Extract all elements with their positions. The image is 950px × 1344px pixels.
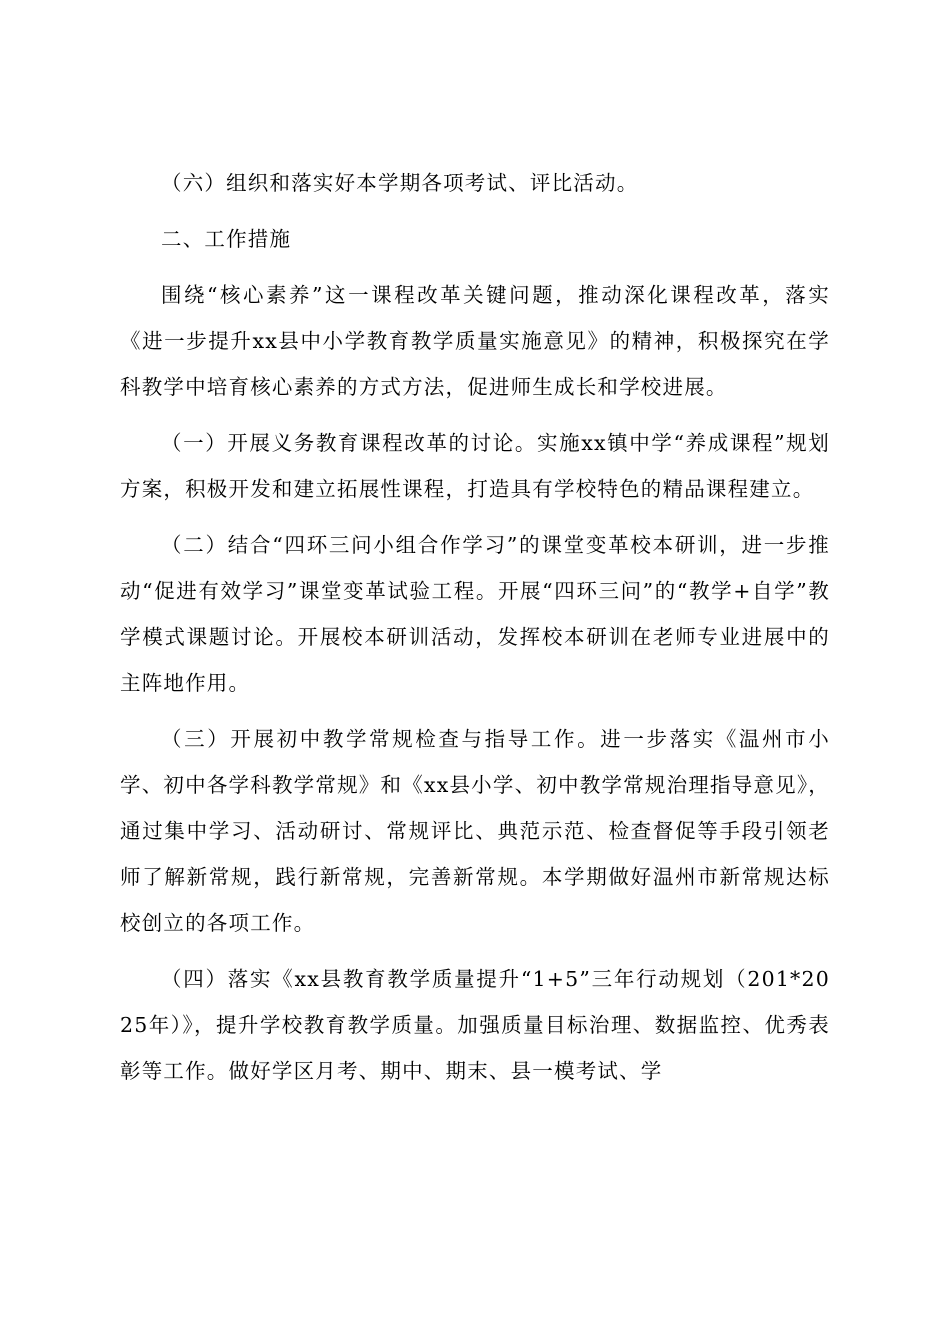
section-heading-measures: 二、工作措施 <box>161 227 292 251</box>
document-body <box>120 160 830 1094</box>
paragraph-measure-2: （二）结合“四环三问小组合作学习”的课堂变革校本研训，进一步推动“促进有效学习”课堂变革试验工程。开展“四环三问”的“教学+自学”教学模式课题讨论。开展校本研训活动，发挥校本研训在老师专业进展中的主阵地作用。 <box>120 533 830 695</box>
paragraph-measure-1: （一）开展义务教育课程改革的讨论。实施xx镇中学“养成课程”规划方案，积极开发和建立拓展性课程，打造具有学校特色的精品课程建立。 <box>120 431 830 501</box>
paragraph-intro: 围绕“核心素养”这一课程改革关键问题，推动深化课程改革，落实《进一步提升xx县中小学教育教学质量实施意见》的精神，积极探究在学科教学中培育核心素养的方式方法，促进师生成长和学校进展。 <box>120 283 830 399</box>
paragraph-measure-4: （四）落实《xx县教育教学质量提升“1+5”三年行动规划（201*2025年）》，提升学校教育教学质量。加强质量目标治理、数据监控、优秀表彰等工作。做好学区月考、期中、期末、县一模考试、学 <box>120 967 830 1083</box>
paragraph-item-6: （六）组织和落实好本学期各项考试、评比活动。 <box>161 171 639 195</box>
paragraph-measure-3: （三）开展初中教学常规检查与指导工作。进一步落实《温州市小学、初中各学科教学常规》和《xx县小学、初中教学常规治理指导意见》，通过集中学习、活动研讨、常规评比、典范示范、检查督促等手段引领老师了解新常规，践行新常规，完善新常规。本学期做好温州市新常规达标校创立的各项工作。 <box>120 727 830 935</box>
